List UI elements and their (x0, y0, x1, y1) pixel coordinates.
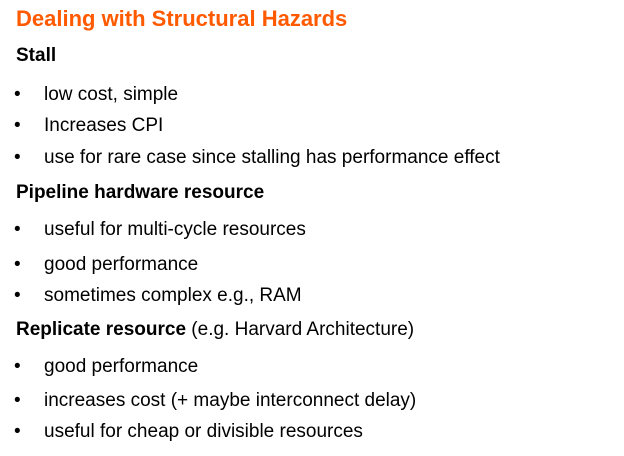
list-item-text: Increases CPI (44, 115, 164, 136)
bullet-icon: • (14, 147, 21, 168)
bullet-icon: • (14, 84, 21, 105)
section-heading-pipeline (16, 181, 264, 205)
list-item-text: useful for cheap or divisible resources (44, 421, 363, 442)
bullet-icon: • (14, 421, 21, 442)
section-heading-note: (e.g. Harvard Architecture) (186, 319, 415, 340)
bullet-icon: • (14, 356, 21, 377)
list-item (14, 389, 416, 413)
list-item-text: low cost, simple (44, 84, 179, 105)
list-item (14, 114, 163, 138)
list-item (14, 284, 302, 308)
list-item (14, 420, 363, 444)
bullet-icon: • (14, 390, 21, 411)
section-heading-label: Replicate resource (16, 319, 187, 340)
list-item (14, 218, 306, 242)
slide-title: Dealing with Structural Hazards (16, 6, 348, 31)
section-heading-stall (16, 44, 56, 68)
list-item (14, 146, 500, 170)
list-item (14, 83, 178, 107)
list-item (14, 355, 198, 379)
section-heading-label: Pipeline hardware resource (16, 182, 265, 203)
list-item (14, 253, 198, 277)
bullet-icon: • (14, 219, 21, 240)
list-item-text: good performance (44, 356, 199, 377)
list-item-text: good performance (44, 254, 199, 275)
list-item-text: use for rare case since stalling has performance effect (44, 147, 500, 168)
section-heading-label: Stall (16, 45, 57, 66)
list-item-text: increases cost (+ maybe interconnect delay) (44, 390, 417, 411)
list-item-text: sometimes complex e.g., RAM (44, 285, 302, 306)
bullet-icon: • (14, 115, 21, 136)
bullet-icon: • (14, 285, 21, 306)
list-item-text: useful for multi-cycle resources (44, 219, 306, 240)
bullet-icon: • (14, 254, 21, 275)
section-heading-replicate (16, 318, 414, 342)
